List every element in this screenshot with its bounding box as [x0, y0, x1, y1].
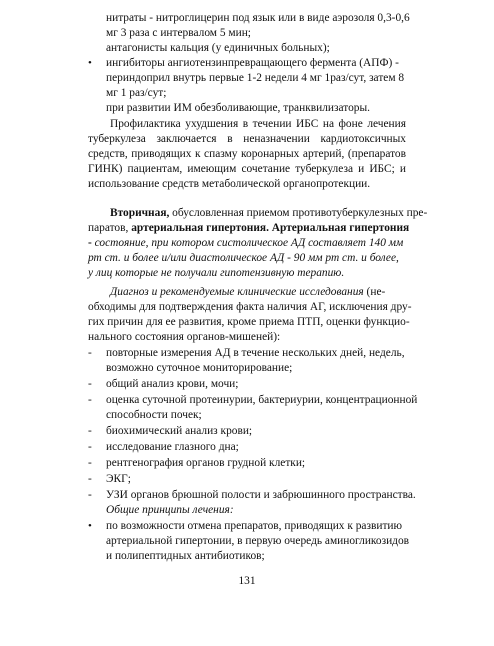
paragraph-line [88, 221, 409, 236]
list-dash: - [88, 489, 92, 501]
list-dash: - [88, 457, 92, 469]
text-line: периндоприл внутрь первые 1-2 недели 4 мг 1раз/сут, затем 8 [106, 72, 405, 84]
list-item: повторные измерения АД в течение нескольких дней, недель, [106, 347, 405, 359]
list-item: рентгенография органов грудной клетки; [106, 457, 306, 469]
diagnosis-heading: Диагноз и рекомендуемые клинические исследования [110, 286, 364, 298]
list-item: возможно суточное мониторирование; [106, 362, 293, 374]
page-number: 131 [238, 575, 256, 587]
list-item: по возможности отмена препаратов, приводящих к развитию [106, 520, 403, 532]
text-line: мг 3 раза с интервалом 5 мин; [106, 27, 251, 39]
definition-text: у лиц которые не получали гипотензивную терапию. [88, 267, 345, 279]
list-item: УЗИ органов брюшной полости и забрюшинного пространства. [106, 489, 416, 501]
list-item: оценка суточной протеинурии, бактериурии, концентрационной [106, 394, 418, 406]
list-item: биохимический анализ крови; [106, 425, 253, 437]
bullet-icon: • [88, 57, 92, 69]
paragraph-line: средств, приводящих к спазму коронарных артерий, (препаратов [88, 148, 406, 160]
paragraph-line: Профилактика ухудшения в течении ИБС на фоне лечения [110, 118, 406, 130]
list-dash: - [88, 378, 92, 390]
list-item: и полипептидных антибиотиков; [106, 550, 265, 562]
text-run: обусловленная приемом противотуберкулезных пре- [169, 207, 428, 219]
list-item: ЭКГ; [106, 473, 131, 485]
principles-heading: Общие принципы лечения: [106, 504, 234, 516]
paragraph-line: обходимы для подтверждения факта наличия АГ, исключения дру- [88, 301, 412, 313]
bullet-icon: • [88, 520, 92, 532]
list-dash: - [88, 347, 92, 359]
list-item: способности почек; [106, 409, 202, 421]
paragraph-line [110, 206, 427, 221]
list-item: артериальной гипертонии, в первую очередь аминогликозидов [106, 535, 410, 547]
list-dash: - [88, 441, 92, 453]
list-item: общий анализ крови, мочи; [106, 378, 239, 390]
paragraph-line [88, 236, 403, 251]
list-dash: - [88, 473, 92, 485]
paragraph-line: использование средств метаболической органопротекции. [88, 178, 371, 190]
list-dash: - [88, 425, 92, 437]
definition-text: состояние, при котором систолическое АД составляет 140 мм [94, 237, 404, 249]
text-line: ингибиторы ангиотензинпревращающего фермента (АПФ) - [106, 57, 399, 69]
paragraph-line: туберкулеза заключается в неназначении кардиотоксичных [88, 133, 406, 145]
paragraph-line: ГИНК) пациентам, имеющим сочетание туберкулеза и ИБС; и [88, 163, 406, 175]
text-line: при развитии ИМ обезболивающие, транквилизаторы. [106, 102, 370, 114]
text-line: антагонисты кальция (у единичных больных); [106, 42, 330, 54]
text-line: нитраты - нитроглицерин под язык или в виде аэрозоля 0,3-0,6 [106, 12, 410, 24]
section-term: артериальная гипертония. Артериальная гипертония [131, 222, 410, 234]
text-run: - [88, 237, 95, 249]
paragraph-line [110, 285, 385, 300]
text-run: паратов, [88, 222, 132, 234]
list-item: исследование глазного дна; [106, 441, 239, 453]
text-line: мг 1 раз/сут; [106, 87, 167, 99]
section-term: Вторичная, [110, 207, 170, 219]
paragraph-line: гих причин для ее развития, кроме приема ПТП, оценки функцио- [88, 316, 410, 328]
list-dash: - [88, 394, 92, 406]
paragraph-line: нального состояния органов-мишеней): [88, 331, 281, 343]
text-run: (не- [363, 286, 386, 298]
definition-text: рт ст. и более и/или диастолическое АД - 90 мм рт ст. и более, [88, 252, 399, 264]
